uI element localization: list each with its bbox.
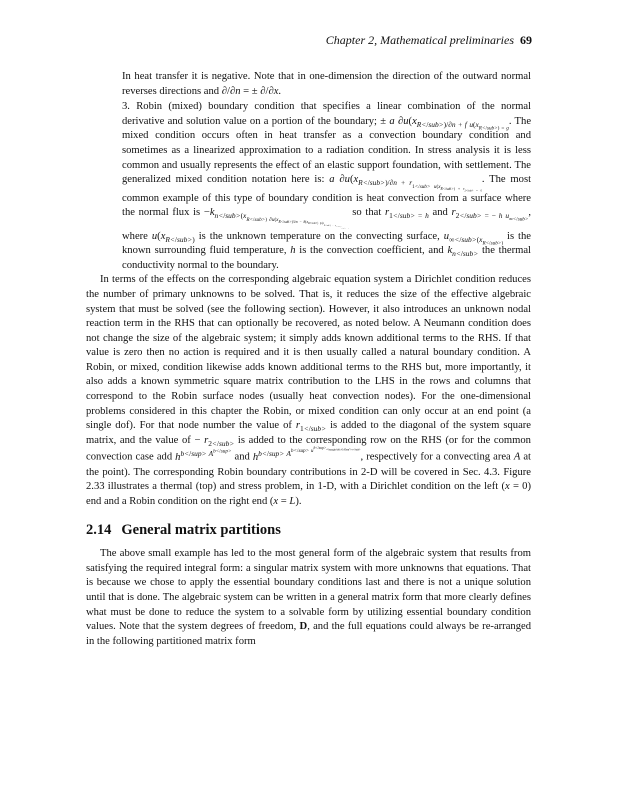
equation: ∂/∂n = ± ∂/∂x [221, 85, 279, 97]
paragraph-matrix-partitions: The above small example has led to the most general form of the algebraic system that results from satisfying the required integral form: a singular matrix system with more unknowns that equations. That is because we chose to apply the essential boundary conditions last and there is not a unique solution until that is done. The algebraic system can be written in a general matrix form that more clearly defines what must be done to reduce the system to a solvable form by utilizing essential boundary condition values. Note that the system degrees of freedom, D, and the full equations could always be re-arranged in the following partitioned matrix form [86, 548, 531, 647]
page-body [86, 70, 531, 649]
equation: $u_{\infty</sub>(x_{R</sub>)}}$ [443, 230, 504, 247]
equation: $k_{n</sub>}$ [447, 245, 479, 259]
equation: $h^{b</sup> A^{b</sup>}}$ [175, 448, 232, 464]
equation: $-k_{n</sub>(x_{R</sub>) \partial u(x_{R</sub>)/\partial n - h(x_{R</sub>) [u(x_{R</sub>) - u_{\infty</sub>(x}}}}}}$ [203, 207, 342, 229]
equation: x = 0 [504, 481, 528, 493]
equation: a $\partial u(x_{R</sub>)/\partial n + r_{1</sub> u(x_{R</sub>) + r_{2</sub> = 0}}}}$ [329, 174, 482, 193]
equation: A [513, 452, 521, 464]
page-number: 69 [520, 33, 532, 47]
dof-vector-symbol: D [299, 621, 308, 633]
equation: $r_{2</sub> = - h u_{\infty</sub>}}$ [451, 207, 529, 223]
equation: ± a $\partial u(x_{R</sub>)/\partial n + f u(x_{R</sub>) = g}}$ [380, 115, 509, 132]
item-3-robin-condition: 3. Robin (mixed) boundary condition that specifies a linear combination of the normal derivative and solution value on a portion of the boundary; ± a $\partial u(x_{R</sub>)/\partial n + f u(x_{R</sub>) = g}}$. The mixed condition occurs often in heat transfer as a convection boundary condition and sometimes as a linearized approximation to a radiation condition. In stress analysis it is less common and usually represents the effect of an elastic support foundation, with settlement. The generalized mixed condition notation here is: a $\partial u(x_{R</sub>)/\partial n + r_{1</sub> u(x_{R</sub>) + r_{2</sub> = 0}}}}$. The most common example of this type of boundary condition is heat convection from a surface where the normal flux is $-k_{n</sub>(x_{R</sub>) \partial u(x_{R</sub>)/\partial n - h(x_{R</sub>) [u(x_{R</sub>) - u_{\infty</sub>(x}}}}}}$ so that $r_{1</sub> = h}$ and $r_{2</sub> = - h u_{\infty</sub>}}$, where $u(x_{R</sub>)}$ is the unknown temperature on the convecting surface, $u_{\infty</sub>(x_{R</sub>)}}$ is the known surrounding fluid temperature, h is the convection coefficient, and $k_{n</sub>}$ the thermal conductivity normal to the boundary. [122, 101, 532, 271]
item-2-continuation: In heat transfer it is negative. Note that in one-dimension the direction of the outward normal reverses directions and ∂/∂n = ± ∂/∂x. [122, 71, 531, 97]
paragraph-condition-effects: In terms of the effects on the corresponding algebraic equation system a Dirichlet condition reduces the number of primary unknowns to be solved. That is, it reduces the size of the effective algebraic system that must be solved (see the following section). However, it also introduces an unknown nodal reaction term in the RHS that can optionally be recovered, as noted below. A Neumann condition does not change the size of the algebraic system; it simply adds known additional terms to the RHS. If that value is zero then no action is required and it is then usually called a natural boundary condition. A Robin, or mixed, condition likewise adds known additional terms to the RHS but, more importantly, it also adds a known symmetric square matrix contribution to the LHS in the rows and columns that correspond to the Robin surface nodes (usually heat convection nodes). For the one-dimensional problems considered in this chapter the Robin, or mixed condition can only occur at an end point (a single dof). For that node number the value of $r_{1</sub>}$ is added to the diagonal of the system square matrix, and the value of − $r_{2</sub>}$ is added to the corresponding row on the RHS (or for the common convection case add $h^{b</sup> A^{b</sup>}}$ and $h^{b</sup> A^{b</sup> u^{b</sup>_{="margin-left:-0.45em">\infty</sub>}}}}$, respectively for a convecting area A at the point). The corresponding Robin boundary contributions in 2-D will be covered in Sec. 4.3. Figure 2.33 illustrates a thermal (top) and stress problem, in 1-D, with a Dirichlet condition on the left (x = 0) end and a Robin condition on the right end (x = L). [86, 274, 531, 507]
running-header [326, 33, 532, 48]
boundary-condition-list [122, 70, 531, 273]
equation: h [290, 245, 296, 257]
section-title: General matrix partitions [121, 521, 281, 538]
equation: $r_{1</sub>}$ [295, 420, 327, 434]
section-number: 2.14 [86, 521, 112, 538]
equation: x = L [273, 495, 296, 507]
equation: $r_{1</sub> = h}$ [384, 207, 429, 221]
section-heading [86, 523, 531, 538]
equation: $u(x_{R</sub>)}$ [151, 230, 195, 244]
equation: − $r_{2</sub>}$ [194, 434, 235, 448]
equation: $h^{b</sup> A^{b</sup> u^{b</sup>_{="margin-left:-0.45em">\infty</sub>}}}}$ [252, 446, 361, 464]
chapter-title: Chapter 2, Mathematical preliminaries [325, 33, 514, 47]
